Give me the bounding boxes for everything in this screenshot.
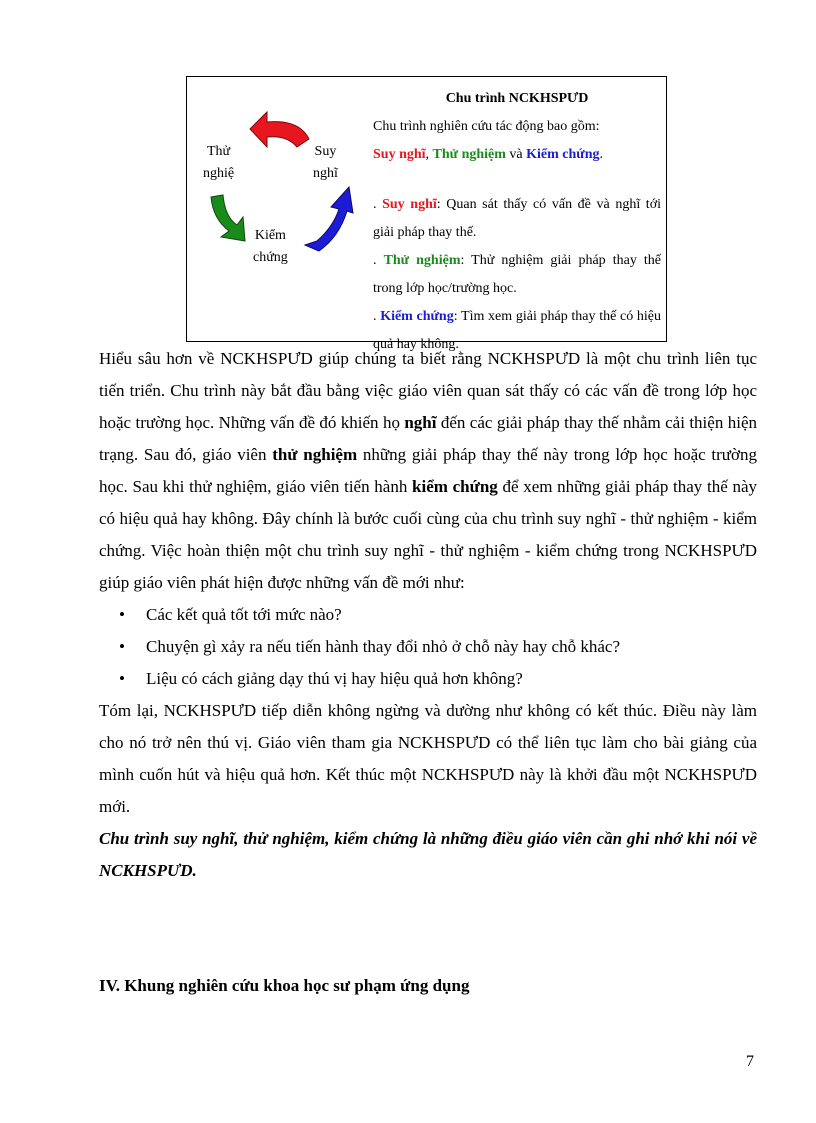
- section-heading: IV. Khung nghiên cứu khoa học sư phạm ứng dụng: [99, 976, 470, 995]
- figure-text: [373, 85, 661, 359]
- blue-arrow-icon: [305, 187, 353, 251]
- figure-intro: Chu trình nghiên cứu tác động bao gồm: Suy nghĩ, Thử nghiệm và Kiểm chứng.: [373, 119, 603, 162]
- list-item: • Chuyện gì xảy ra nếu tiến hành thay đổi nhỏ ở chỗ này hay chỗ khác?: [99, 631, 757, 663]
- figure-item-thu-nghiem: . Thử nghiệm: Thử nghiệm giải pháp thay thế trong lớp học/trường học.: [373, 253, 661, 296]
- green-arrow-icon: [211, 195, 245, 241]
- list-item: • Các kết quả tốt tới mức nào?: [99, 599, 757, 631]
- body-text: [99, 343, 757, 887]
- cycle-diagram: [187, 77, 367, 343]
- label-suy-nghi: Suy nghĩ: [313, 144, 338, 181]
- list-item: • Liệu có cách giảng dạy thú vị hay hiệu quả hơn không?: [99, 663, 757, 695]
- red-arrow-icon: [250, 112, 309, 147]
- figure-item-suy-nghi: . Suy nghĩ: Quan sát thấy có vấn đề và nghĩ tới giải pháp thay thế.: [373, 197, 661, 240]
- figure-item-kiem-chung: . Kiểm chứng: Tìm xem giải pháp thay thế có hiệu quả hay không.: [373, 309, 661, 352]
- page-number: 7: [746, 1053, 754, 1070]
- conclusion: Chu trình suy nghĩ, thử nghiệm, kiểm chứng là những điều giáo viên cần ghi nhớ khi nói về NCKHSPƯD.: [99, 829, 757, 880]
- question-list: [99, 599, 757, 695]
- paragraph-2: Tóm lại, NCKHSPƯD tiếp diễn không ngừng và dường như không có kết thúc. Điều này làm cho nó trở nên thú vị. Giáo viên tham gia NCKHSPƯD có thể liên tục làm cho bài giảng của mình cuốn hút và hiệu quả hơn. Kết thúc một NCKHSPƯD này là khởi đầu một NCKHSPƯD mới.: [99, 701, 757, 816]
- figure-title: Chu trình NCKHSPƯD: [445, 91, 589, 106]
- label-thu-nghiem: Thử nghiệ: [203, 144, 235, 181]
- paragraph-1: Hiểu sâu hơn về NCKHSPƯD giúp chúng ta biết rằng NCKHSPƯD là một chu trình liên tục tiến triển. Chu trình này bắt đầu bằng việc giáo viên quan sát thấy có các vấn đề trong lớp học hoặc trường học. Những vấn đề đó khiến họ nghĩ đến các giải pháp thay thế nhằm cải thiện hiện trạng. Sau đó, giáo viên thử nghiệm những giải pháp thay thế này trong lớp học hoặc trường học. Sau khi thử nghiệm, giáo viên tiến hành kiểm chứng để xem những giải pháp thay thế này có hiệu quả hay không. Đây chính là bước cuối cùng của chu trình suy nghĩ - thử nghiệm - kiểm chứng. Việc hoàn thiện một chu trình suy nghĩ - thử nghiệm - kiểm chứng trong NCKHSPƯD giúp giáo viên phát hiện được những vấn đề mới như:: [99, 349, 758, 592]
- cycle-arrows: [187, 77, 367, 343]
- label-kiem-chung: Kiểm chứng: [253, 228, 288, 265]
- cycle-figure-box: [186, 76, 667, 352]
